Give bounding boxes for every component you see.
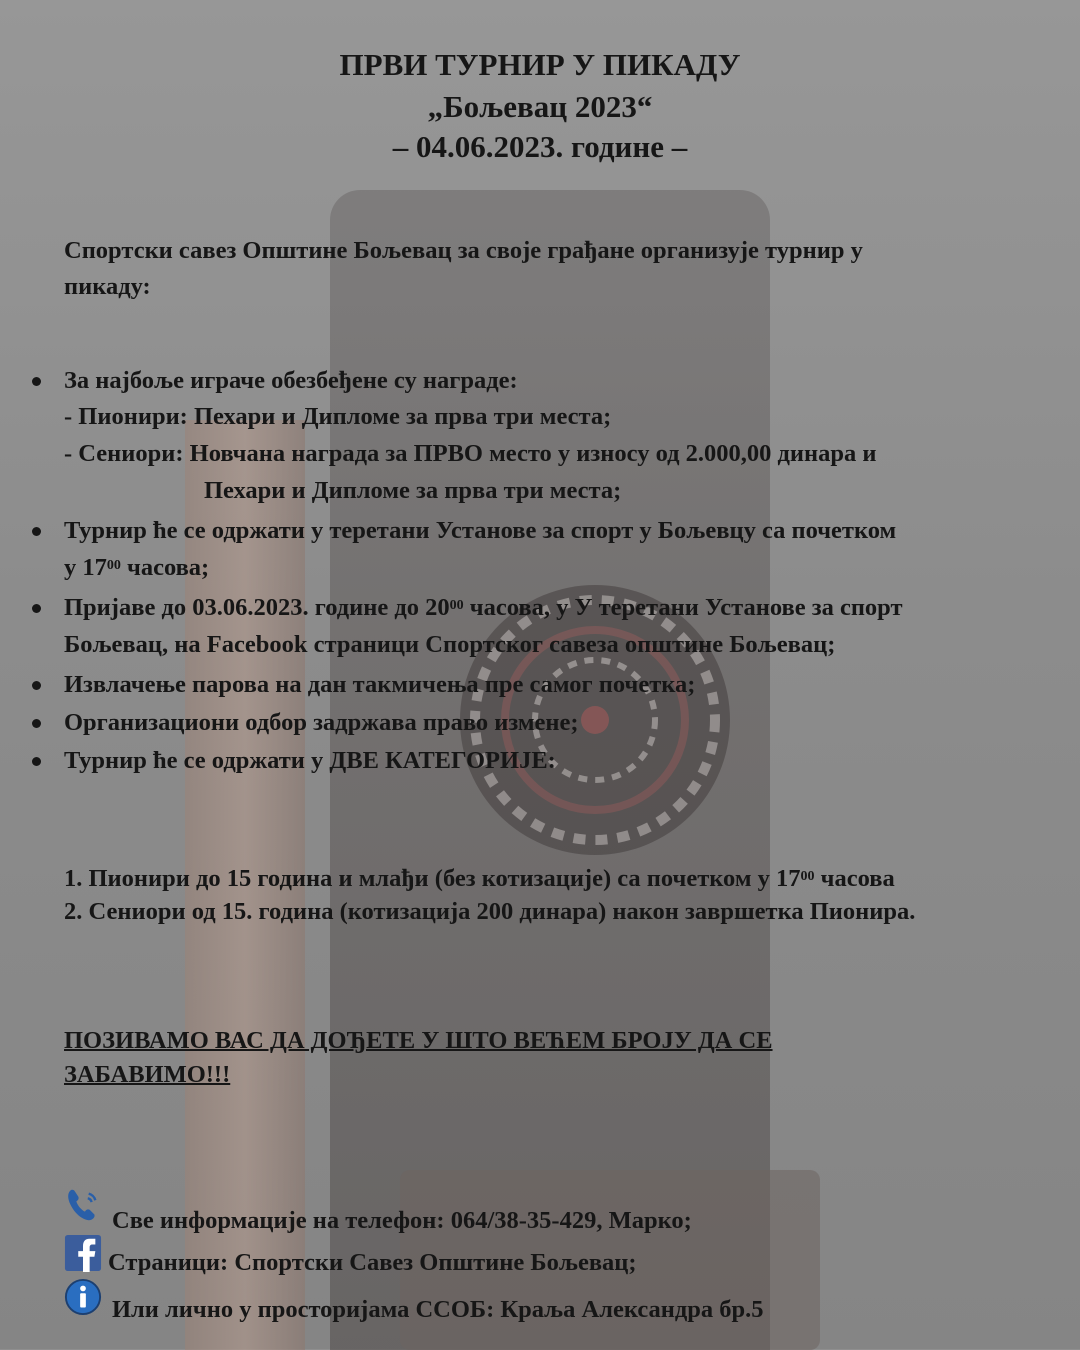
intro-line-2: пикаду: xyxy=(64,273,151,300)
phone-icon xyxy=(64,1186,102,1224)
prizes-seniors-cont: Пехари и Дипломе за прва три места; xyxy=(204,477,622,504)
prizes-pioneers: - Пионири: Пехари и Дипломе за прва три места; xyxy=(64,403,612,430)
bullet-icon xyxy=(32,527,41,536)
committee-line: Организациони одбор задржава право измене; xyxy=(64,709,579,736)
prizes-seniors: - Сениори: Новчана награда за ПРВО место у износу од 2.000,00 динара и xyxy=(64,440,877,467)
venue-line-1: Турнир ће се одржати у теретани Установе за спорт у Бољевцу са почетком xyxy=(64,517,897,544)
apply-line-2: Бољевац, на Facebook страници Спортског савеза општине Бољевац; xyxy=(64,631,836,658)
facebook-icon xyxy=(64,1234,102,1272)
bullet-icon xyxy=(32,377,41,386)
categories-line: Турнир ће се одржати у ДВЕ КАТЕГОРИЈЕ: xyxy=(64,747,556,774)
draw-line: Извлачење парова на дан такмичења пре самог почетка; xyxy=(64,671,696,698)
category-pioneers: 1. Пионири до 15 година и млађи (без котизације) са почетком у $17^{00}$ часова xyxy=(64,865,895,892)
invite-line-1: ПОЗИВАМО ВАС ДА ДОЂЕТЕ У ШТО ВЕЋЕМ БРОЈУ ДА СЕ xyxy=(64,1027,773,1054)
category-seniors: 2. Сениори од 15. година (котизација 200 динара) након завршетка Пионира. xyxy=(64,898,916,925)
title: ПРВИ ТУРНИР У ПИКАДУ xyxy=(339,47,741,82)
info-icon xyxy=(64,1278,102,1316)
prizes-title: За најбоље играче обезбеђене су награде: xyxy=(64,367,518,394)
subtitle: „Бољевац 2023“ xyxy=(427,89,653,124)
bullet-icon xyxy=(32,681,41,690)
contact-facebook: Страници: Спортски Савез Општине Бољевац; xyxy=(108,1249,637,1276)
bullet-icon xyxy=(32,719,41,728)
bullet-icon xyxy=(32,604,41,613)
intro-line-1: Спортски савез Општине Бољевац за своје грађане организује турнир у xyxy=(64,237,863,264)
invite-line-2: ЗАБАВИМО!!! xyxy=(64,1061,231,1088)
venue-line-2: у $17^{00}$ часова; xyxy=(64,554,210,581)
apply-line-1: Пријаве до 03.06.2023. године до $20^{00}$ часова, у У теретани Установе за спорт xyxy=(64,594,903,621)
bullet-icon xyxy=(32,757,41,766)
contact-info: Или лично у просторијама ССОБ: Краља Александра бр.5 xyxy=(112,1296,764,1323)
contact-phone: Све информације на телефон: 064/38-35-429, Марко; xyxy=(112,1207,692,1234)
date-line: – 04.06.2023. године – xyxy=(392,129,688,164)
